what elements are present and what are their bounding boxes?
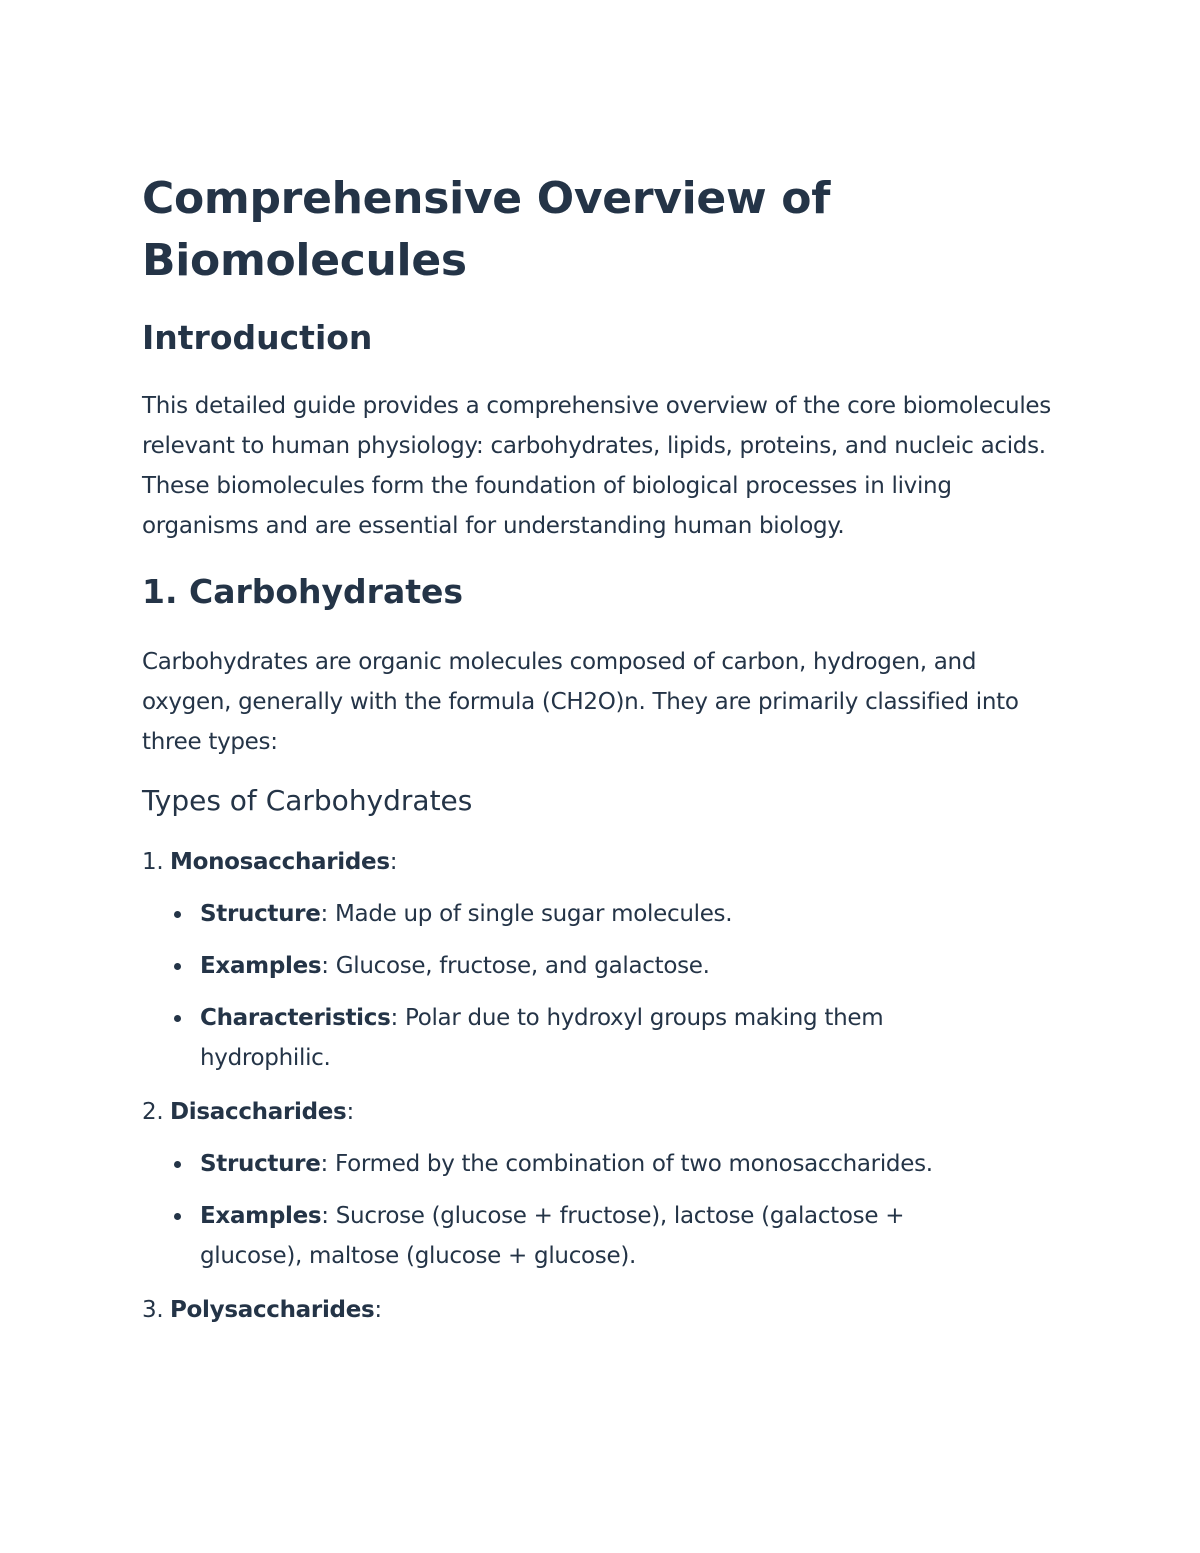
bullet-icon [174,911,181,918]
type-colon: : [389,849,398,875]
document-title: Comprehensive Overview of Biomolecules [142,173,831,286]
point-label: Characteristics [200,1005,391,1031]
bullet-icon [174,1161,181,1168]
point-label: Structure [200,901,321,927]
bullet-icon [174,1213,181,1220]
type-name: Disaccharides [170,1099,347,1125]
list-item [142,998,980,1078]
list-item-monosaccharides [142,842,1072,882]
point-text: : Made up of single sugar molecules. [320,901,733,927]
point-text: : Sucrose (glucose + fructose), lactose (galactose + glucose), maltose (glucose + glucose). [200,1203,905,1269]
type-colon: : [346,1099,354,1125]
list-number: 3. [142,1297,164,1323]
introduction-paragraph: This detailed guide provides a comprehensive overview of the core biomolecules relevant to human physiology: carbohydrates, lipids, proteins, and nucleic acids. These biomolecules form the foundation of biological processes in living organisms and are essential for understanding human biology. [142,393,1051,539]
type-name: Polysaccharides [170,1297,375,1323]
list-number: 1. [142,849,164,875]
point-text: : Formed by the combination of two monosaccharides. [320,1151,933,1177]
type-name: Monosaccharides [170,849,390,875]
document-page [142,168,1072,1330]
bullet-icon [174,963,181,970]
list-item [142,894,1072,934]
monosaccharides-points [142,894,1072,1078]
list-item-polysaccharides [142,1290,1072,1330]
bullet-icon [174,1015,181,1022]
point-text: : Glucose, fructose, and galactose. [321,953,710,979]
carbohydrates-paragraph: Carbohydrates are organic molecules composed of carbon, hydrogen, and oxygen, generally with the formula (CH2O)n. They are primarily classified into three types: [142,649,1019,755]
point-label: Structure [200,1151,321,1177]
list-number: 2. [142,1099,164,1125]
point-text: : Polar due to hydroxyl groups making them hydrophilic. [200,1005,884,1071]
point-label: Examples [200,953,322,979]
list-item-disaccharides [142,1092,1072,1132]
carbohydrates-heading: 1. Carbohydrates [142,572,464,611]
types-of-carbohydrates-heading: Types of Carbohydrates [142,784,473,817]
point-label: Examples [200,1203,322,1229]
type-colon: : [374,1297,382,1323]
list-item [142,1196,1000,1276]
disaccharides-points [142,1144,1072,1276]
list-item [142,946,1072,986]
introduction-heading: Introduction [142,318,373,357]
list-item [142,1144,1072,1184]
